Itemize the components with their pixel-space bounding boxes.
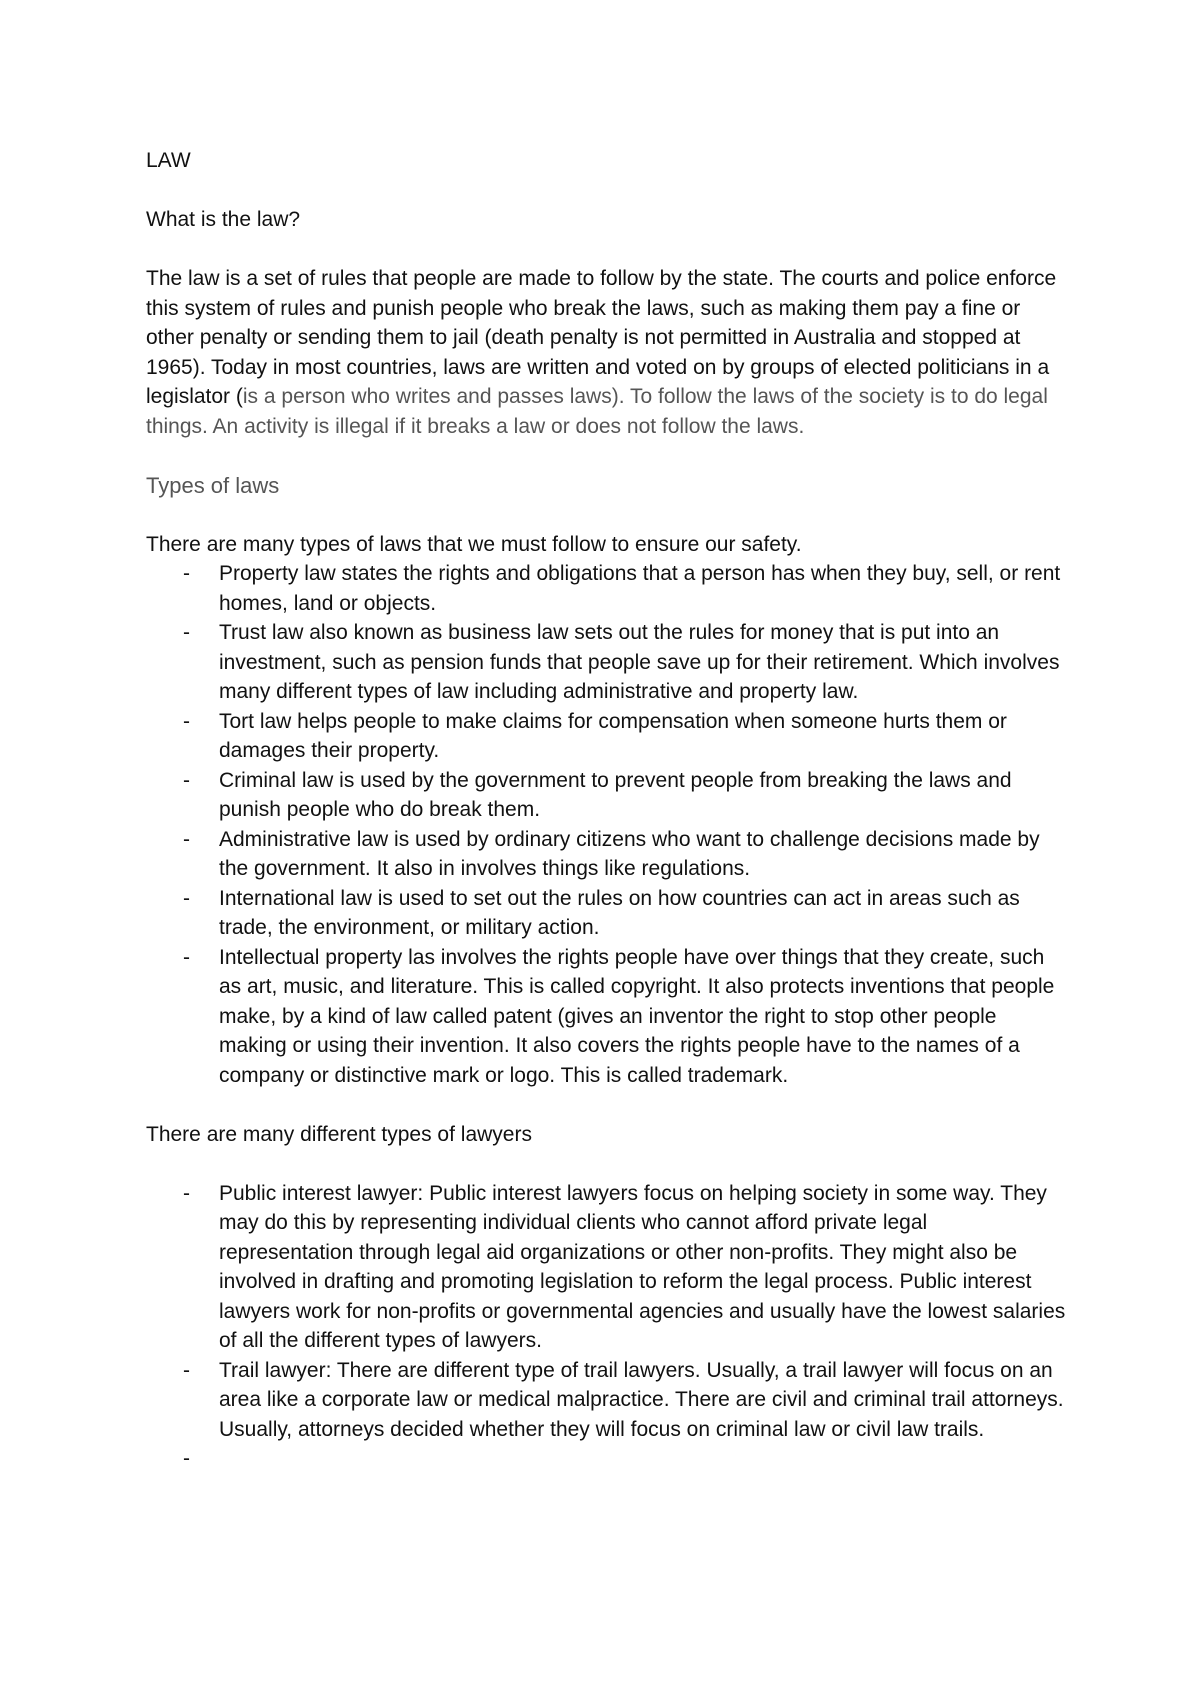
list-item-text: Public interest lawyer: Public interest lawyers focus on helping society in some way. They may do this by representing individual clients who cannot afford private legal representation through legal aid organizations or other non-profits. They might also be involved in drafting and promoting legislation to reform the legal process. Public interest lawyers work for non-profits or governmental agencies and usually have the lowest salaries of all the different types of lawyers. [219,1181,1066,1352]
document-title: LAW [146,149,191,172]
list-item [146,707,1066,766]
dash-bullet: - [183,709,190,733]
document-body [146,146,1066,1474]
list-item-text: Intellectual property las involves the rights people have over things that they create, such as art, music, and literature. This is called copyright. It also protects inventions that people make, by a kind of law called patent (gives an inventor the right to stop other people making or using their invention. It also covers the rights people have to the names of a company or distinctive mark or logo. This is called trademark. [219,945,1055,1087]
list-item [146,1356,1066,1445]
list-item [146,618,1066,707]
types-lead: There are many types of laws that we must follow to ensure our safety. [146,532,802,556]
list-item-empty [146,1444,1066,1474]
lawyers-list [146,1179,1066,1474]
list-item-text: International law is used to set out the rules on how countries can act in areas such as trade, the environment, or military action. [219,886,1020,939]
list-item-text: Trust law also known as business law sets out the rules for money that is put into an investment, such as pension funds that people save up for their retirement. Which involves many different types of law including administrative and property law. [219,621,1060,703]
dash-bullet: - [183,1181,190,1205]
intro-text-gray: is a person who writes and passes laws). To follow the laws of the society is to do legal things. An activity is illegal if it breaks a law or does not follow the laws. [146,385,1048,438]
dash-bullet: - [183,886,190,910]
intro-paragraph [146,264,1066,441]
dash-bullet: - [183,768,190,792]
list-item-text: Criminal law is used by the government to prevent people from breaking the laws and punish people who do break them. [219,768,1012,821]
list-item [146,1179,1066,1356]
dash-bullet: - [183,621,190,644]
types-list [146,559,1066,1090]
dash-bullet: - [183,827,190,851]
types-heading: Types of laws [146,472,280,498]
list-item-text: Administrative law is used by ordinary citizens who want to challenge decisions made by the government. It also in involves things like regulations. [219,827,1040,880]
list-item [146,559,1066,618]
list-item [146,943,1066,1091]
dash-bullet: - [183,1358,190,1382]
list-item [146,884,1066,943]
section-question: What is the law? [146,208,301,231]
list-item-text: Trail lawyer: There are different type of trail lawyers. Usually, a trail lawyer will focus on an area like a corporate law or medical malpractice. There are civil and criminal trail attorneys. Usually, attorneys decided whether they will focus on criminal law or civil law trails. [219,1358,1064,1441]
dash-bullet: - [183,945,190,969]
dash-bullet: - [183,1447,190,1470]
list-item-text: Property law states the rights and obligations that a person has when they buy, sell, or rent homes, land or objects. [219,562,1061,615]
intro-text: The law is a set of rules that people are made to follow by the state. The courts and police enforce this system of rules and punish people who break the laws, such as making them pay a fine or other penalty or sending them to jail (death penalty is not permitted in Australia and stopped at 1965). Today in most countries, laws are written and voted on by groups of elected politicians in a legislator ( [146,267,1057,408]
dash-bullet: - [183,562,190,585]
lawyers-heading: There are many different types of lawyers [146,1122,532,1146]
list-item-text: Tort law helps people to make claims for compensation when someone hurts them or damages their property. [219,709,1007,762]
list-item [146,825,1066,884]
list-item [146,766,1066,825]
